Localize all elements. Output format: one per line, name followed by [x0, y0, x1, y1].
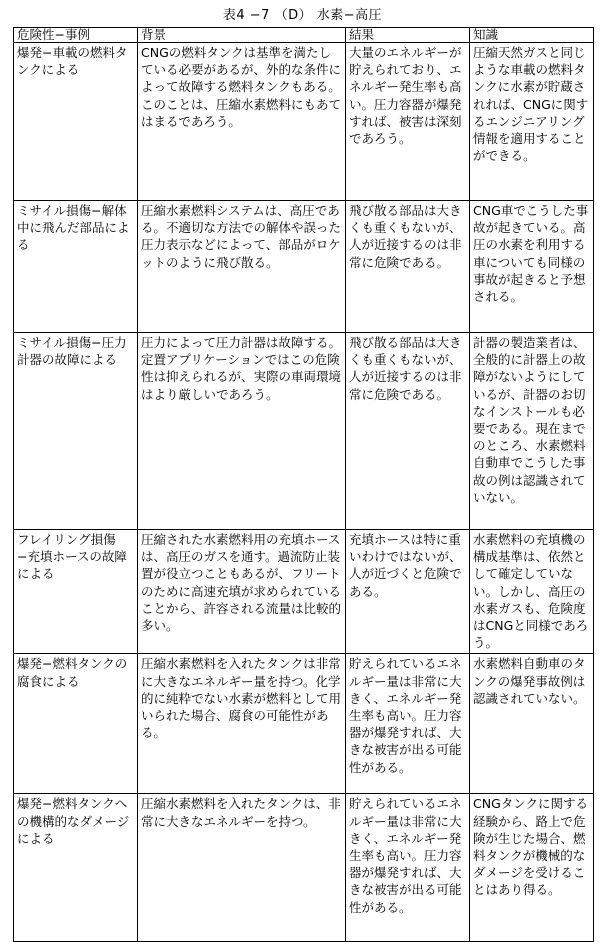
hazard-cell: 爆発−燃料タンクの腐食による	[14, 654, 138, 794]
hazard-cell: 爆発−車載の燃料タンクによる	[14, 43, 138, 201]
background-cell: 圧縮水素燃料を入れたタンクは、非常に大きなエネルギーを持つ。	[138, 794, 346, 942]
knowledge-cell: CNGタンクに関する経験から、路上で危険が生じた場合、燃料タンクが機械的なダメージを受けることはあり得る。	[470, 794, 594, 942]
knowledge-cell: 水素燃料自動車のタンクの爆発事故例は認識されていない。	[470, 654, 594, 794]
header-background: 背景	[138, 28, 346, 43]
table-row	[14, 333, 594, 530]
header-hazard: 危険性−事例	[14, 28, 138, 43]
background-cell: 圧縮された水素燃料用の充填ホースは、高圧のガスを通す。過流防止装置が役立つこともあるが、フリートのために高速充填が求められていることから、許容される流量は比較的多い。	[138, 530, 346, 654]
background-cell: CNGの燃料タンクは基準を満たしている必要があるが、外的な条件によって故障する燃料タンクもある。このことは、圧縮水素燃料にもあてはまるであろう。	[138, 43, 346, 201]
hazard-cell: 爆発−燃料タンクへの機構的なダメージによる	[14, 794, 138, 942]
consequence-cell: 大量のエネルギーが貯えられており、エネルギー発生率も高い。圧力容器が爆発すれば、被害は深刻であろう。	[346, 43, 470, 201]
consequence-cell: 飛び散る部品は大きくも重くもないが、人が近接するのは非常に危険である。	[346, 201, 470, 333]
header-knowledge: 知識	[470, 28, 594, 43]
hazard-cell: ミサイル損傷−解体中に飛んだ部品による	[14, 201, 138, 333]
consequence-cell: 飛び散る部品は大きくも重くもないが、人が近接するのは非常に危険である。	[346, 333, 470, 530]
table-row	[14, 201, 594, 333]
table-row	[14, 530, 594, 654]
knowledge-cell: CNG車でこうした事故が起きている。高圧の水素を利用する車についても同様の事故が起きると予想される。	[470, 201, 594, 333]
knowledge-cell: 圧縮天然ガスと同じような車載の燃料タンクに水素が貯蔵されれば、CNGに関するエンジニアリング情報を適用することができる。	[470, 43, 594, 201]
header-row	[14, 28, 594, 43]
consequence-cell: 貯えられているエネルギー量は非常に大きく、エネルギー発生率も高い。圧力容器が爆発すれば、大きな被害が出る可能性がある。	[346, 654, 470, 794]
table-row	[14, 654, 594, 794]
background-cell: 圧縮水素燃料を入れたタンクは非常に大きなエネルギー量を持つ。化学的に純粋でない水素が燃料として用いられた場合、腐食の可能性がある。	[138, 654, 346, 794]
table-title: 表4 −7 （D） 水素−高圧	[222, 8, 383, 23]
consequence-cell: 貯えられているエネルギー量は非常に大きく、エネルギー発生率も高い。圧力容器が爆発すれば、大きな被害が出る可能性がある。	[346, 794, 470, 942]
table-row	[14, 43, 594, 201]
background-cell: 圧力によって圧力計器は故障する。定置アプリケーションではこの危険性は抑えられるが、実際の車両環境はより厳しいであろう。	[138, 333, 346, 530]
background-cell: 圧縮水素燃料システムは、高圧である。不適切な方法での解体や誤った圧力表示などによって、部品がロケットのように飛び散る。	[138, 201, 346, 333]
knowledge-cell: 水素燃料の充填機の構成基準は、依然として確定していない。しかし、高圧の水素ガスも、危険度はCNGと同様であろう。	[470, 530, 594, 654]
hazard-cell: フレイリング損傷−充填ホースの故障による	[14, 530, 138, 654]
consequence-cell: 充填ホースは特に重いわけではないが、人が近づくと危険である。	[346, 530, 470, 654]
hazard-table	[13, 27, 594, 942]
table-row	[14, 794, 594, 942]
header-consequence: 結果	[346, 28, 470, 43]
hazard-cell: ミサイル損傷−圧力計器の故障による	[14, 333, 138, 530]
knowledge-cell: 計器の製造業者は、全般的に計器上の故障がないようにしているが、計器のお切なインストールも必要である。現在までのところ、水素燃料自動車でこうした事故の例は認識されていない。	[470, 333, 594, 530]
